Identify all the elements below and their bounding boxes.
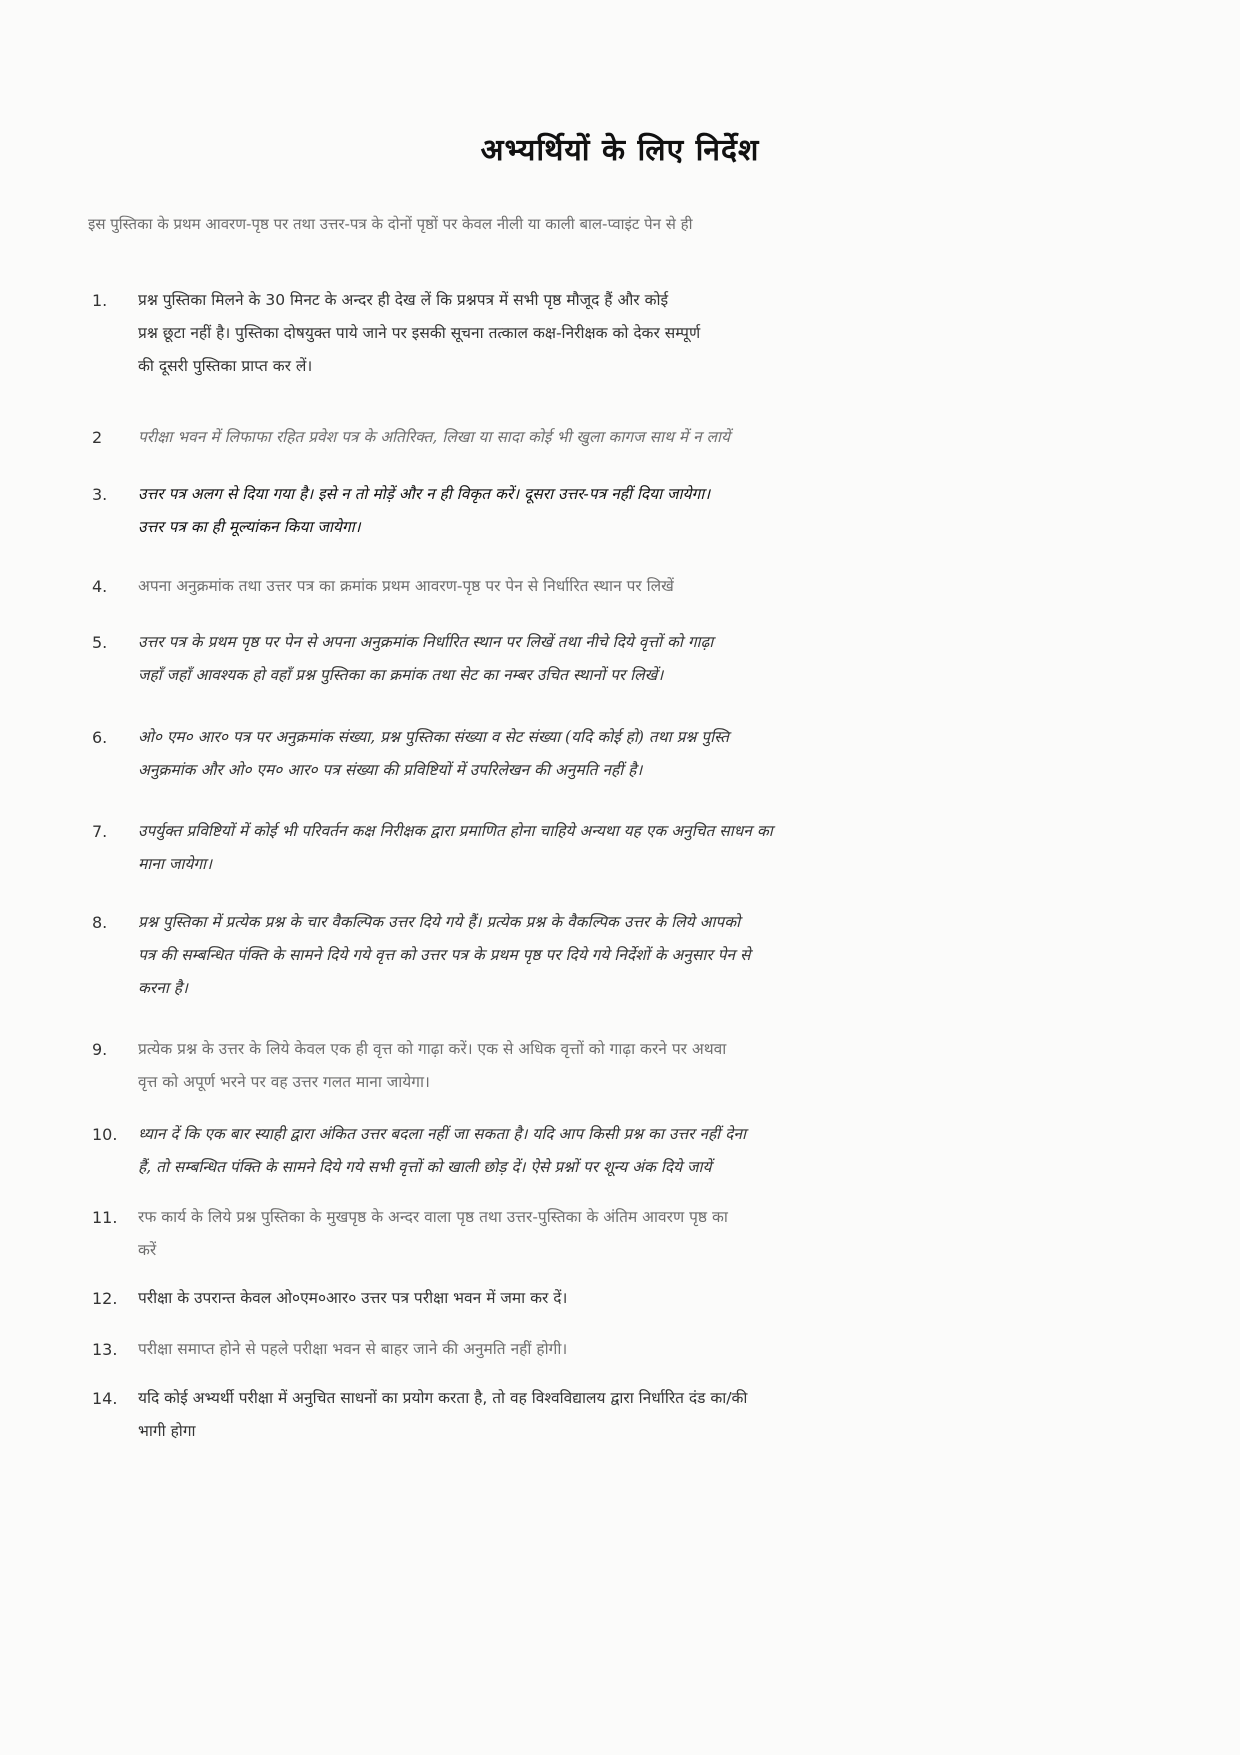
instruction-number: 13. — [92, 1340, 118, 1359]
instruction-item-5 — [92, 626, 1204, 692]
instruction-item-2 — [92, 421, 1204, 454]
instruction-number: 9. — [92, 1040, 108, 1059]
instruction-item-6 — [92, 721, 1204, 787]
instruction-text: परीक्षा के उपरान्त केवल ओ०एम०आर० उत्तर पत्र परीक्षा भवन में जमा कर दें। — [138, 1289, 568, 1307]
instruction-text: प्रश्न पुस्तिका में प्रत्येक प्रश्न के चार वैकल्पिक उत्तर दिये गये हैं। प्रत्येक प्रश्न के वैकल्पिक उत्तर के लिये आपको पत्र की सम्बन्धित पंक्ति के सामने दिये गये वृत्त को उत्तर पत्र के प्रथम पृष्ठ पर दिये गये निर्देशों के अनुसार पेन से करना है। — [138, 913, 751, 997]
page-title: अभ्यर्थियों के लिए निर्देश — [480, 133, 760, 168]
instruction-text: ओ० एम० आर० पत्र पर अनुक्रमांक संख्या, प्रश्न पुस्तिका संख्या व सेट संख्या (यदि कोई हो) तथा प्रश्न पुस्ति अनुक्रमांक और ओ० एम० आर० पत्र संख्या की प्रविष्टियों में उपरिलेखन की अनुमति नहीं है। — [138, 728, 729, 779]
instruction-text: रफ कार्य के लिये प्रश्न पुस्तिका के मुखपृष्ठ के अन्दर वाला पृष्ठ तथा उत्तर-पुस्तिका के अंतिम आवरण पृष्ठ का करें — [138, 1208, 728, 1259]
instruction-item-1 — [92, 284, 1204, 383]
instruction-text: परीक्षा समाप्त होने से पहले परीक्षा भवन से बाहर जाने की अनुमति नहीं होगी। — [138, 1340, 568, 1358]
instruction-text: उत्तर पत्र के प्रथम पृष्ठ पर पेन से अपना अनुक्रमांक निर्धारित स्थान पर लिखें तथा नीचे दिये वृत्तों को गाढ़ा जहाँ जहाँ आवश्यक हो वहाँ प्रश्न पुस्तिका का क्रमांक तथा सेट का नम्बर उचित स्थानों पर लिखें। — [138, 633, 714, 684]
instruction-number: 7. — [92, 822, 108, 841]
instruction-text: उपर्युक्त प्रविष्टियों में कोई भी परिवर्तन कक्ष निरीक्षक द्वारा प्रमाणित होना चाहिये अन्यथा यह एक अनुचित साधन का माना जायेगा। — [138, 822, 773, 873]
instruction-number: 2 — [92, 428, 103, 447]
instruction-text: परीक्षा भवन में लिफाफा रहित प्रवेश पत्र के अतिरिक्त, लिखा या सादा कोई भी खुला कागज साथ में न लायें — [138, 428, 731, 446]
instruction-number: 10. — [92, 1125, 118, 1144]
instruction-text: अपना अनुक्रमांक तथा उत्तर पत्र का क्रमांक प्रथम आवरण-पृष्ठ पर पेन से निर्धारित स्थान पर लिखें — [138, 577, 674, 595]
instruction-item-10 — [92, 1118, 1204, 1184]
instruction-number: 14. — [92, 1389, 118, 1408]
instruction-item-9 — [92, 1033, 1204, 1099]
instruction-item-4 — [92, 570, 1204, 603]
instruction-item-8 — [92, 906, 1204, 1005]
instruction-item-11 — [92, 1201, 1204, 1267]
instruction-number: 4. — [92, 577, 108, 596]
intro-text: इस पुस्तिका के प्रथम आवरण-पृष्ठ पर तथा उत्तर-पत्र के दोनों पृष्ठों पर केवल नीली या काली बाल-प्वाइंट पेन से ही — [88, 215, 693, 233]
instruction-text: प्रश्न पुस्तिका मिलने के 30 मिनट के अन्दर ही देख लें कि प्रश्नपत्र में सभी पृष्ठ मौजूद हैं और कोई प्रश्न छूटा नहीं है। पुस्तिका दोषयुक्त पाये जाने पर इसकी सूचना तत्काल कक्ष-निरीक्षक को देकर सम्पूर्ण की दूसरी पुस्तिका प्राप्त कर लें। — [138, 291, 701, 375]
instruction-item-13 — [92, 1333, 1204, 1366]
instruction-item-3 — [92, 478, 1204, 544]
instruction-text: प्रत्येक प्रश्न के उत्तर के लिये केवल एक ही वृत्त को गाढ़ा करें। एक से अधिक वृत्तों को गाढ़ा करने पर अथवा वृत्त को अपूर्ण भरने पर वह उत्तर गलत माना जायेगा। — [138, 1040, 727, 1091]
instruction-number: 11. — [92, 1208, 118, 1227]
instruction-number: 1. — [92, 291, 108, 310]
instruction-text: ध्यान दें कि एक बार स्याही द्वारा अंकित उत्तर बदला नहीं जा सकता है। यदि आप किसी प्रश्न का उत्तर नहीं देना हैं, तो सम्बन्धित पंक्ति के सामने दिये गये सभी वृत्तों को खाली छोड़ दें। ऐसे प्रश्नों पर शून्य अंक दिये जायें — [138, 1125, 746, 1176]
instruction-item-14 — [92, 1382, 1204, 1448]
instruction-item-7 — [92, 815, 1204, 881]
instruction-number: 5. — [92, 633, 108, 652]
instruction-number: 6. — [92, 728, 108, 747]
instruction-number: 3. — [92, 485, 108, 504]
instruction-number: 12. — [92, 1289, 118, 1308]
instruction-text: उत्तर पत्र अलग से दिया गया है। इसे न तो मोड़ें और न ही विकृत करें। दूसरा उत्तर-पत्र नहीं दिया जायेगा। उत्तर पत्र का ही मूल्यांकन किया जायेगा। — [138, 485, 711, 536]
instruction-item-12 — [92, 1282, 1204, 1315]
instruction-text: यदि कोई अभ्यर्थी परीक्षा में अनुचित साधनों का प्रयोग करता है, तो वह विश्वविद्यालय द्वारा निर्धारित दंड का/की भागी होगा — [138, 1389, 748, 1440]
instruction-number: 8. — [92, 913, 108, 932]
